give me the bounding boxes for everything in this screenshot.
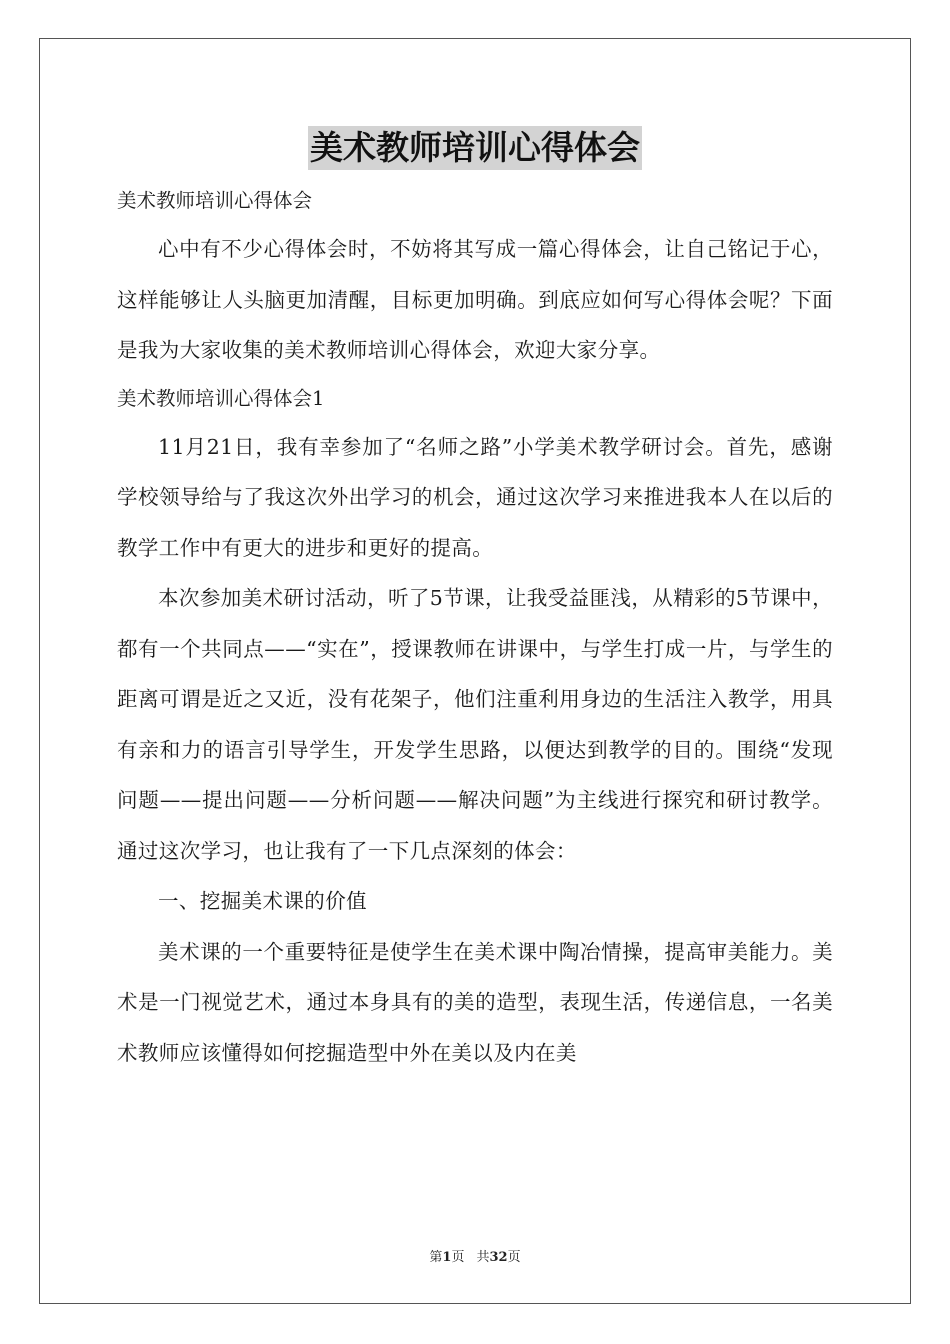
document-title: 美术教师培训心得体会	[308, 126, 642, 170]
document-subtitle: 美术教师培训心得体会	[117, 189, 313, 212]
total-prefix: 共	[476, 1250, 490, 1265]
page-prefix: 第	[429, 1250, 443, 1265]
body-paragraph-2: 本次参加美术研讨活动，听了5节课，让我受益匪浅，从精彩的5节课中，都有一个共同点——“实在”，授课教师在讲课中，与学生打成一片，与学生的距离可谓是近之又近，没有花架子，他们注重利用身边的生活注入教学，用具有亲和力的语言引导学生，开发学生思路，以便达到教学的目的。围绕“发现问题——提出问题——分析问题——解决问题”为主线进行探究和研讨教学。通过这次学习，也让我有了一下几点深刻的体会：	[117, 586, 833, 863]
document-body	[117, 178, 833, 1078]
total-suffix: 页	[507, 1250, 521, 1265]
body-paragraph-1: 11月21日，我有幸参加了“名师之路”小学美术教学研讨会。首先，感谢学校领导给与了我这次外出学习的机会，通过这次学习来推进我本人在以后的教学工作中有更大的进步和更好的提高。	[117, 434, 833, 560]
page-suffix: 页	[451, 1250, 465, 1265]
intro-paragraph: 心中有不少心得体会时，不妨将其写成一篇心得体会，让自己铭记于心，这样能够让人头脑更加清醒，目标更加明确。到底应如何写心得体会呢？下面是我为大家收集的美术教师培训心得体会，欢迎大家分享。	[117, 237, 833, 362]
total-pages: 32	[489, 1250, 508, 1265]
title-container	[0, 126, 950, 170]
page-number: 1	[442, 1250, 452, 1265]
body-paragraph-3: 美术课的一个重要特征是使学生在美术课中陶冶情操，提高审美能力。美术是一门视觉艺术，通过本身具有的美的造型，表现生活，传递信息，一名美术教师应该懂得如何挖掘造型中外在美以及内在美	[117, 939, 833, 1065]
subheading-1: 一、挖掘美术课的价值	[158, 889, 367, 913]
page-footer	[0, 1246, 950, 1265]
section-heading: 美术教师培训心得体会1	[117, 386, 325, 410]
